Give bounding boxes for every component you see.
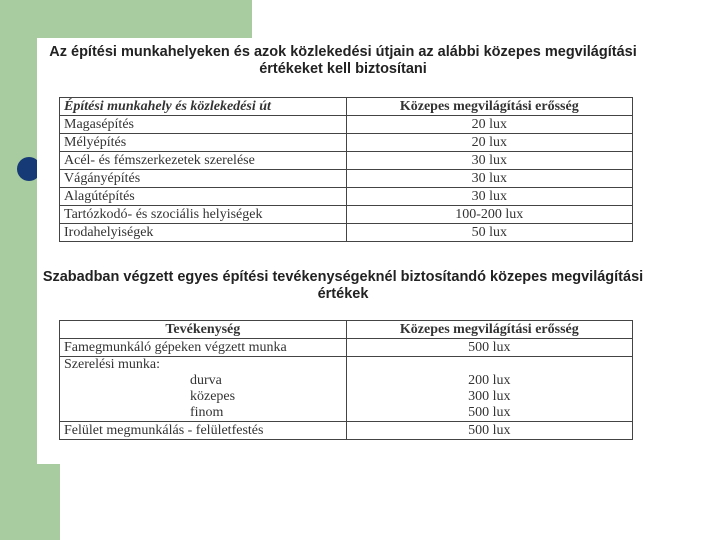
- row-label: Vágányépítés: [60, 170, 347, 188]
- table-row: [60, 188, 633, 206]
- sub-label: közepes: [190, 389, 236, 404]
- table-row: [60, 224, 633, 242]
- row-value: 50 lux: [346, 224, 632, 242]
- row-value: 200 lux: [468, 373, 511, 388]
- table-row: [60, 206, 633, 224]
- section2-title-line2: értékek: [317, 286, 369, 302]
- row-label: Mélyépítés: [60, 134, 347, 152]
- row-label: Szerelési munka:: [64, 357, 161, 372]
- row-value: 500 lux: [468, 405, 511, 420]
- row-value: 30 lux: [346, 188, 632, 206]
- table-row: [60, 357, 633, 422]
- row-value: 100-200 lux: [346, 206, 632, 224]
- table-row: [60, 339, 633, 357]
- row-value: 30 lux: [346, 170, 632, 188]
- table-row: [60, 422, 633, 440]
- table-row: [60, 134, 633, 152]
- row-label: Famegmunkáló gépeken végzett munka: [60, 339, 347, 357]
- document-sheet: [37, 38, 649, 464]
- section1-title: [37, 44, 649, 78]
- row-label: Acél- és fémszerkezetek szerelése: [60, 152, 347, 170]
- row-label: Irodahelyiségek: [60, 224, 347, 242]
- row-value: 500 lux: [346, 422, 632, 440]
- row-value: 20 lux: [346, 134, 632, 152]
- lighting-table-workplaces: [59, 97, 633, 242]
- header-illuminance: Közepes megvilágítási erősség: [346, 98, 632, 116]
- row-value: 30 lux: [346, 152, 632, 170]
- row-label: Magasépítés: [60, 116, 347, 134]
- row-label: Felület megmunkálás - felületfestés: [60, 422, 347, 440]
- table-header-row: [60, 98, 633, 116]
- table-header-row: [60, 321, 633, 339]
- row-label: Tartózkodó- és szociális helyiségek: [60, 206, 347, 224]
- section1-title-line1: Az építési munkahelyeken és azok közlekedési útjain az alábbi közepes megvilágítási: [49, 44, 637, 60]
- sub-label: finom: [190, 405, 224, 420]
- lighting-table-outdoor: [59, 320, 633, 440]
- sub-label: durva: [190, 373, 222, 388]
- green-top-band: [60, 0, 252, 40]
- row-value: 20 lux: [346, 116, 632, 134]
- row-value-group: [346, 357, 632, 422]
- table-row: [60, 116, 633, 134]
- header-illuminance: Közepes megvilágítási erősség: [346, 321, 632, 339]
- row-label-group: [60, 357, 347, 422]
- table-row: [60, 152, 633, 170]
- row-value: 500 lux: [346, 339, 632, 357]
- table-row: [60, 170, 633, 188]
- header-activity: Tevékenység: [60, 321, 347, 339]
- row-value: 300 lux: [468, 389, 511, 404]
- section2-title-line1: Szabadban végzett egyes építési tevékenységeknél biztosítandó közepes megvilágítási: [42, 269, 644, 285]
- header-workplace: Építési munkahely és közlekedési út: [60, 98, 347, 116]
- section2-title: [37, 269, 649, 303]
- row-label: Alagútépítés: [60, 188, 347, 206]
- section1-title-line2: értékeket kell biztosítani: [259, 61, 427, 77]
